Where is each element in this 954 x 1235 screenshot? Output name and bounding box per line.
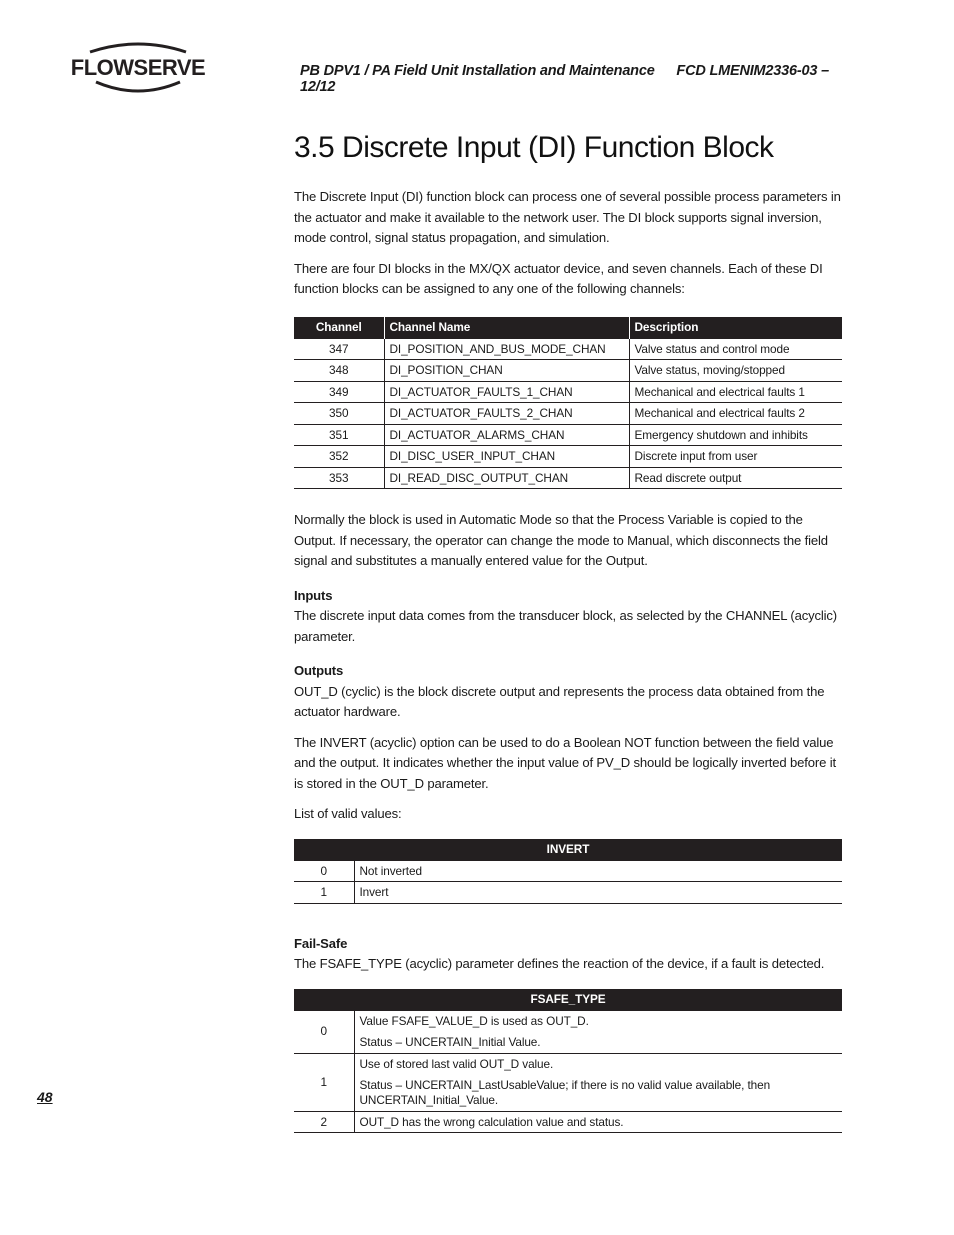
fsafe-line: Status – UNCERTAIN_LastUsableValue; if there is no valid value available, then UNCERTAIN_Initial_Value.	[359, 1077, 771, 1107]
flowserve-logo	[68, 42, 208, 94]
table-row	[294, 339, 842, 360]
table-row	[294, 446, 842, 468]
logo-wordmark: FLOWSERVE	[70, 55, 206, 80]
invert-description: Not inverted	[354, 861, 842, 882]
column-header-description: Description	[629, 317, 842, 339]
table-row	[294, 403, 842, 425]
inputs-paragraph: The discrete input data comes from the transducer block, as selected by the CHANNEL (acyclic) parameter.	[294, 608, 838, 644]
column-header-channel: Channel	[294, 317, 384, 339]
running-header	[300, 63, 860, 95]
fsafe-header: FSAFE_TYPE	[294, 989, 842, 1011]
table-row	[294, 1053, 842, 1111]
page-number: 48	[37, 1089, 53, 1105]
channel-description: Valve status and control mode	[629, 339, 842, 360]
invert-paragraph: The INVERT (acyclic) option can be used to do a Boolean NOT function between the field value and the output. It indicates whether the input value of PV_D should be logically inverted before it is stored in the OUT_D parameter.	[294, 734, 836, 791]
channel-number: 353	[294, 467, 384, 489]
channel-name: DI_READ_DISC_OUTPUT_CHAN	[384, 467, 629, 489]
fsafe-value: 2	[294, 1111, 354, 1133]
invert-header: INVERT	[294, 839, 842, 861]
fsafe-description	[354, 1011, 842, 1054]
channel-description: Emergency shutdown and inhibits	[629, 424, 842, 446]
fsafe-type-table	[294, 989, 842, 1134]
intro-paragraph: The Discrete Input (DI) function block can process one of several possible process parameters in the actuator and make it available to the network user. The DI block supports signal inversion, mode control, signal status propagation, and simulation.	[294, 189, 841, 245]
channel-number: 349	[294, 381, 384, 403]
table-row	[294, 381, 842, 403]
automatic-mode-paragraph: Normally the block is used in Automatic Mode so that the Process Variable is copied to the Output. If necessary, the operator can change the mode to Manual, which disconnects the field signal and substitutes a manually entered value for the Output.	[294, 512, 828, 568]
table-row	[294, 360, 842, 382]
channel-number: 350	[294, 403, 384, 425]
fsafe-line: Status – UNCERTAIN_Initial Value.	[359, 1034, 541, 1049]
channel-number: 351	[294, 424, 384, 446]
channel-number: 347	[294, 339, 384, 360]
section-title: 3.5 Discrete Input (DI) Function Block	[294, 131, 774, 164]
channel-description: Discrete input from user	[629, 446, 842, 468]
channel-name: DI_POSITION_CHAN	[384, 360, 629, 382]
invert-description: Invert	[354, 882, 842, 904]
channels-intro-paragraph: There are four DI blocks in the MX/QX actuator device, and seven channels. Each of these DI function blocks can be assigned to any one of the following channels:	[294, 260, 823, 296]
table-row	[294, 861, 842, 882]
document-code: FCD LMENIM2336-03 – 12/12	[300, 63, 829, 95]
channel-description: Mechanical and electrical faults 2	[629, 403, 842, 425]
table-row	[294, 1111, 842, 1133]
channel-description: Mechanical and electrical faults 1	[629, 381, 842, 403]
channel-table-header	[294, 317, 842, 339]
page-content	[294, 187, 842, 1133]
column-header-channel-name: Channel Name	[384, 317, 629, 339]
channel-number: 352	[294, 446, 384, 468]
invert-value: 0	[294, 861, 354, 882]
fsafe-description: OUT_D has the wrong calculation value and status.	[354, 1111, 842, 1133]
channel-name: DI_ACTUATOR_FAULTS_2_CHAN	[384, 403, 629, 425]
outputs-heading: Outputs	[294, 663, 344, 678]
fsafe-line: Use of stored last valid OUT_D value.	[359, 1056, 554, 1071]
outputs-paragraph: OUT_D (cyclic) is the block discrete output and represents the process data obtained from the actuator hardware.	[294, 683, 825, 719]
channel-name: DI_ACTUATOR_ALARMS_CHAN	[384, 424, 629, 446]
channel-description: Read discrete output	[629, 467, 842, 489]
invert-value: 1	[294, 882, 354, 904]
valid-values-label: List of valid values:	[294, 806, 402, 821]
table-row	[294, 1011, 842, 1054]
channel-table	[294, 317, 842, 490]
fsafe-value: 1	[294, 1053, 354, 1111]
channel-name: DI_POSITION_AND_BUS_MODE_CHAN	[384, 339, 629, 360]
fsafe-value: 0	[294, 1011, 354, 1054]
channel-name: DI_DISC_USER_INPUT_CHAN	[384, 446, 629, 468]
table-row	[294, 467, 842, 489]
failsafe-paragraph: The FSAFE_TYPE (acyclic) parameter defines the reaction of the device, if a fault is detected.	[294, 956, 825, 971]
fsafe-description	[354, 1053, 842, 1111]
fsafe-line: Value FSAFE_VALUE_D is used as OUT_D.	[359, 1013, 589, 1028]
channel-description: Valve status, moving/stopped	[629, 360, 842, 382]
invert-table	[294, 839, 842, 904]
channel-name: DI_ACTUATOR_FAULTS_1_CHAN	[384, 381, 629, 403]
fsafe-table-header	[294, 989, 842, 1011]
document-title: PB DPV1 / PA Field Unit Installation and Maintenance	[300, 63, 655, 79]
invert-table-header	[294, 839, 842, 861]
table-row	[294, 424, 842, 446]
inputs-heading: Inputs	[294, 587, 333, 603]
table-row	[294, 882, 842, 904]
channel-number: 348	[294, 360, 384, 382]
failsafe-heading: Fail-Safe	[294, 935, 348, 951]
